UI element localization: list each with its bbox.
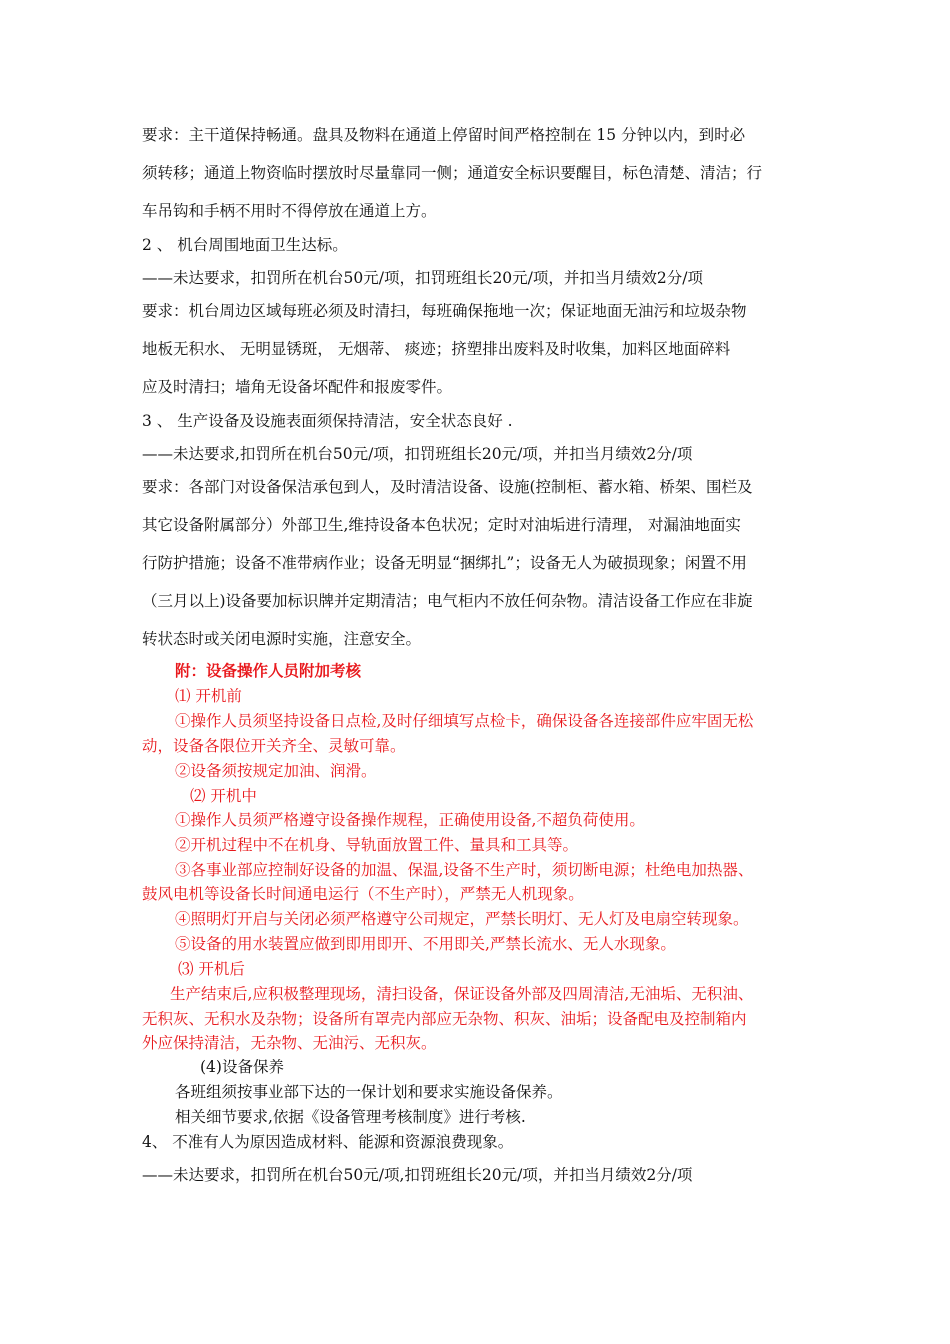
section1-requirement-line-1: 要求：主干道保持畅通。盘具及物料在通道上停留时间严格控制在 15 分钟以内，到时必 (142, 126, 746, 144)
section1-requirement-line-2: 须转移；通道上物资临时摆放时尽量靠同一侧；通道安全标识要醒目，标色清楚、清洁；行 (142, 164, 763, 182)
item4-title: 4、 不准有人为原因造成材料、能源和资源浪费现象。 (142, 1133, 514, 1151)
item3-penalty: ——未达要求,扣罚所在机台50元/项，扣罚班组长20元/项，并扣当月绩效2分/项 (142, 445, 693, 463)
appendix-maintenance-heading: (4)设备保养 (200, 1058, 284, 1076)
appendix-after-line-1: 生产结束后,应积极整理现场，清扫设备，保证设备外部及四周清洁,无油垢、无积油、 (170, 985, 754, 1003)
appendix-during-line-3: ③各事业部应控制好设备的加温、保温,设备不生产时，须切断电源；杜绝电加热器、 (175, 861, 754, 879)
item2-penalty: ——未达要求，扣罚所在机台50元/项，扣罚班组长20元/项，并扣当月绩效2分/项 (142, 269, 703, 287)
item3-requirement-line-5: 转状态时或关闭电源时实施，注意安全。 (142, 630, 422, 648)
appendix-during-line-6: ⑤设备的用水装置应做到即用即开、不用即关,严禁长流水、无人水现象。 (175, 935, 676, 953)
item2-requirement-line-2: 地板无积水、 无明显锈斑， 无烟蒂、 痰迹；挤塑排出废料及时收集，加料区地面碎料 (142, 340, 731, 358)
item2-title: 2 、 机台周围地面卫生达标。 (142, 236, 348, 254)
item2-requirement-line-1: 要求：机台周边区域每班必须及时清扫，每班确保拖地一次；保证地面无油污和垃圾杂物 (142, 302, 747, 320)
item3-requirement-line-3: 行防护措施；设备不准带病作业；设备无明显“捆绑扎”；设备无人为破损现象；闲置不用 (142, 554, 747, 572)
appendix-after-line-3: 外应保持清洁，无杂物、无油污、无积灰。 (142, 1034, 437, 1052)
item4-penalty: ——未达要求，扣罚所在机台50元/项,扣罚班组长20元/项，并扣当月绩效2分/项 (142, 1166, 693, 1184)
appendix-title: 附：设备操作人员附加考核 (175, 661, 362, 680)
item3-requirement-line-2: 其它设备附属部分）外部卫生,维持设备本色状况；定时对油垢进行清理， 对漏油地面实 (142, 516, 741, 534)
appendix-during-line-5: ④照明灯开启与关闭必须严格遵守公司规定，严禁长明灯、无人灯及电扇空转现象。 (175, 910, 749, 928)
section1-requirement-line-3: 车吊钩和手柄不用时不得停放在通道上方。 (142, 202, 437, 220)
appendix-before-line-3: ②设备须按规定加油、润滑。 (175, 762, 377, 780)
appendix-after-line-2: 无积灰、无积水及杂物；设备所有罩壳内部应无杂物、积灰、油垢；设备配电及控制箱内 (142, 1010, 747, 1028)
appendix-before-heading: ⑴ 开机前 (175, 687, 242, 705)
appendix-after-heading: ⑶ 开机后 (178, 960, 245, 978)
item3-requirement-line-4: （三月以上)设备要加标识牌并定期清洁；电气柜内不放任何杂物。清洁设备工作应在非旋 (142, 592, 753, 610)
appendix-during-line-2: ②开机过程中不在机身、导轨面放置工件、量具和工具等。 (175, 836, 579, 854)
appendix-during-heading: ⑵ 开机中 (190, 787, 257, 805)
appendix-during-line-1: ①操作人员须严格遵守设备操作规程，正确使用设备,不超负荷使用。 (175, 811, 645, 829)
appendix-before-line-2: 动，设备各限位开关齐全、灵敏可靠。 (142, 737, 406, 755)
appendix-during-line-4: 鼓风电机等设备长时间通电运行（不生产时），严禁无人机现象。 (142, 885, 584, 903)
appendix-maintenance-line-2: 相关细节要求,依据《设备管理考核制度》进行考核. (175, 1108, 526, 1126)
appendix-before-line-1: ①操作人员须坚持设备日点检,及时仔细填写点检卡，确保设备各连接部件应牢固无松 (175, 712, 754, 730)
item3-title: 3 、 生产设备及设施表面须保持清洁，安全状态良好 . (142, 412, 513, 430)
appendix-maintenance-line-1: 各班组须按事业部下达的一保计划和要求实施设备保养。 (175, 1083, 563, 1101)
item2-requirement-line-3: 应及时清扫；墙角无设备坏配件和报废零件。 (142, 378, 453, 396)
item3-requirement-line-1: 要求：各部门对设备保洁承包到人，及时清洁设备、设施(控制柜、蓄水箱、桥架、围栏及 (142, 478, 753, 496)
